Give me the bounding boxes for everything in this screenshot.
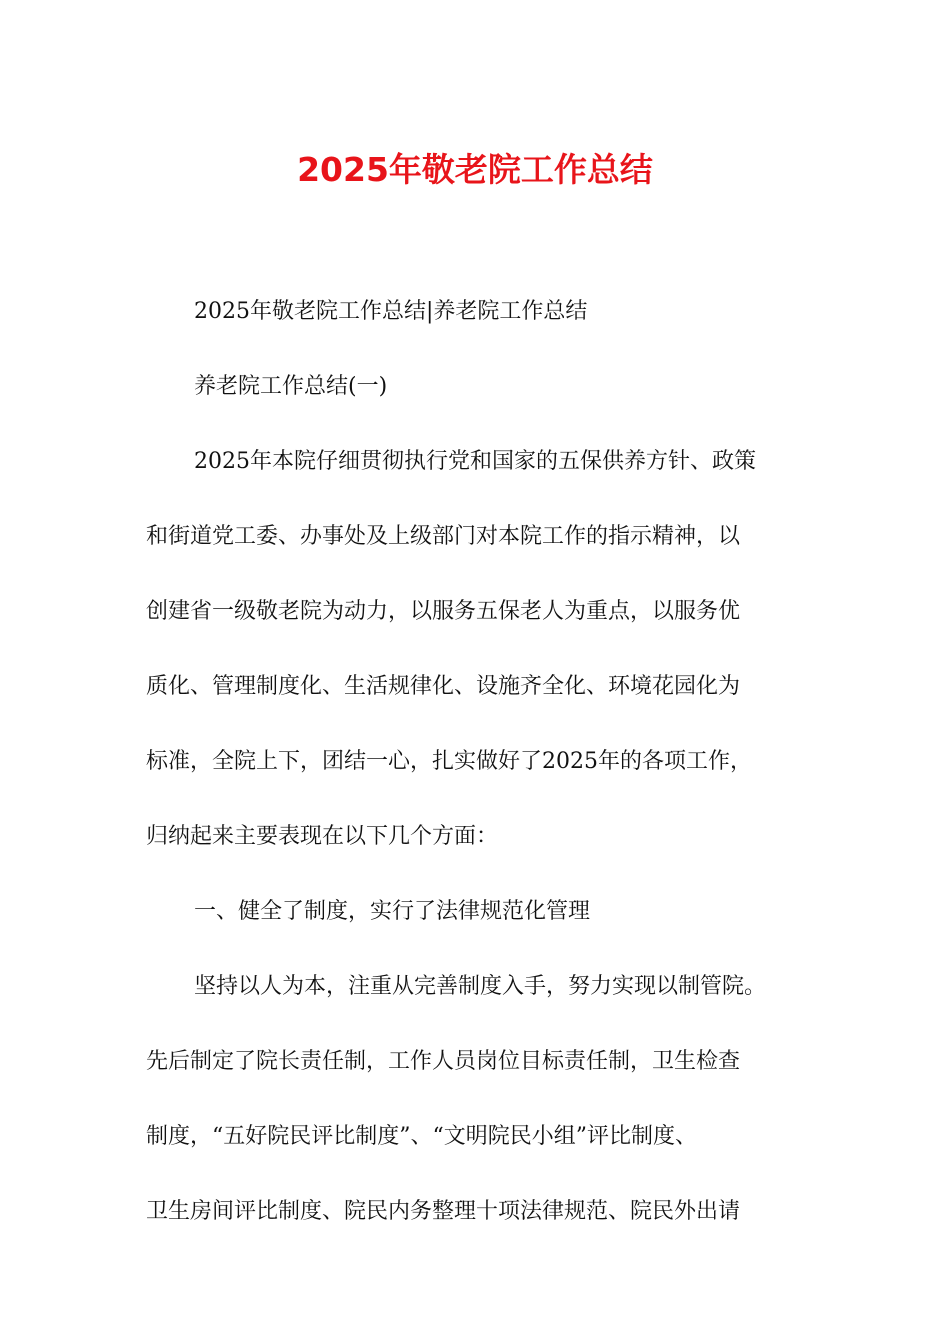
text-line: 制度，“五好院民评比制度”、“文明院民小组”评比制度、 xyxy=(146,1124,697,1149)
document-body xyxy=(146,274,806,1249)
text-line: 质化、管理制度化、生活规律化、设施齐全化、环境花园化为 xyxy=(146,674,741,699)
paragraph-subtitle xyxy=(146,274,806,349)
text-line: 养老院工作总结(一) xyxy=(194,374,388,399)
text-line: 2025年敬老院工作总结|养老院工作总结 xyxy=(194,299,588,324)
text-line: 和街道党工委、办事处及上级部门对本院工作的指示精神，以 xyxy=(146,524,741,549)
text-line: 坚持以人为本，注重从完善制度入手，努力实现以制管院。 xyxy=(194,974,767,999)
text-line: 一、健全了制度，实行了法律规范化管理 xyxy=(194,899,591,924)
text-line: 创建省一级敬老院为动力，以服务五保老人为重点，以服务优 xyxy=(146,599,741,624)
text-line: 归纳起来主要表现在以下几个方面： xyxy=(146,824,499,849)
paragraph-intro xyxy=(146,424,806,874)
paragraph-rules xyxy=(146,949,806,1249)
text-line: 卫生房间评比制度、院民内务整理十项法律规范、院民外出请 xyxy=(146,1199,741,1224)
text-line: 标准，全院上下，团结一心，扎实做好了2025年的各项工作， xyxy=(146,749,752,774)
paragraph-heading-one xyxy=(146,874,806,949)
paragraph-section-heading xyxy=(146,349,806,424)
document-title: 2025年敬老院工作总结 xyxy=(297,150,653,189)
text-line: 2025年本院仔细贯彻执行党和国家的五保供养方针、政策 xyxy=(194,449,756,474)
text-line: 先后制定了院长责任制，工作人员岗位目标责任制，卫生检查 xyxy=(146,1049,741,1074)
